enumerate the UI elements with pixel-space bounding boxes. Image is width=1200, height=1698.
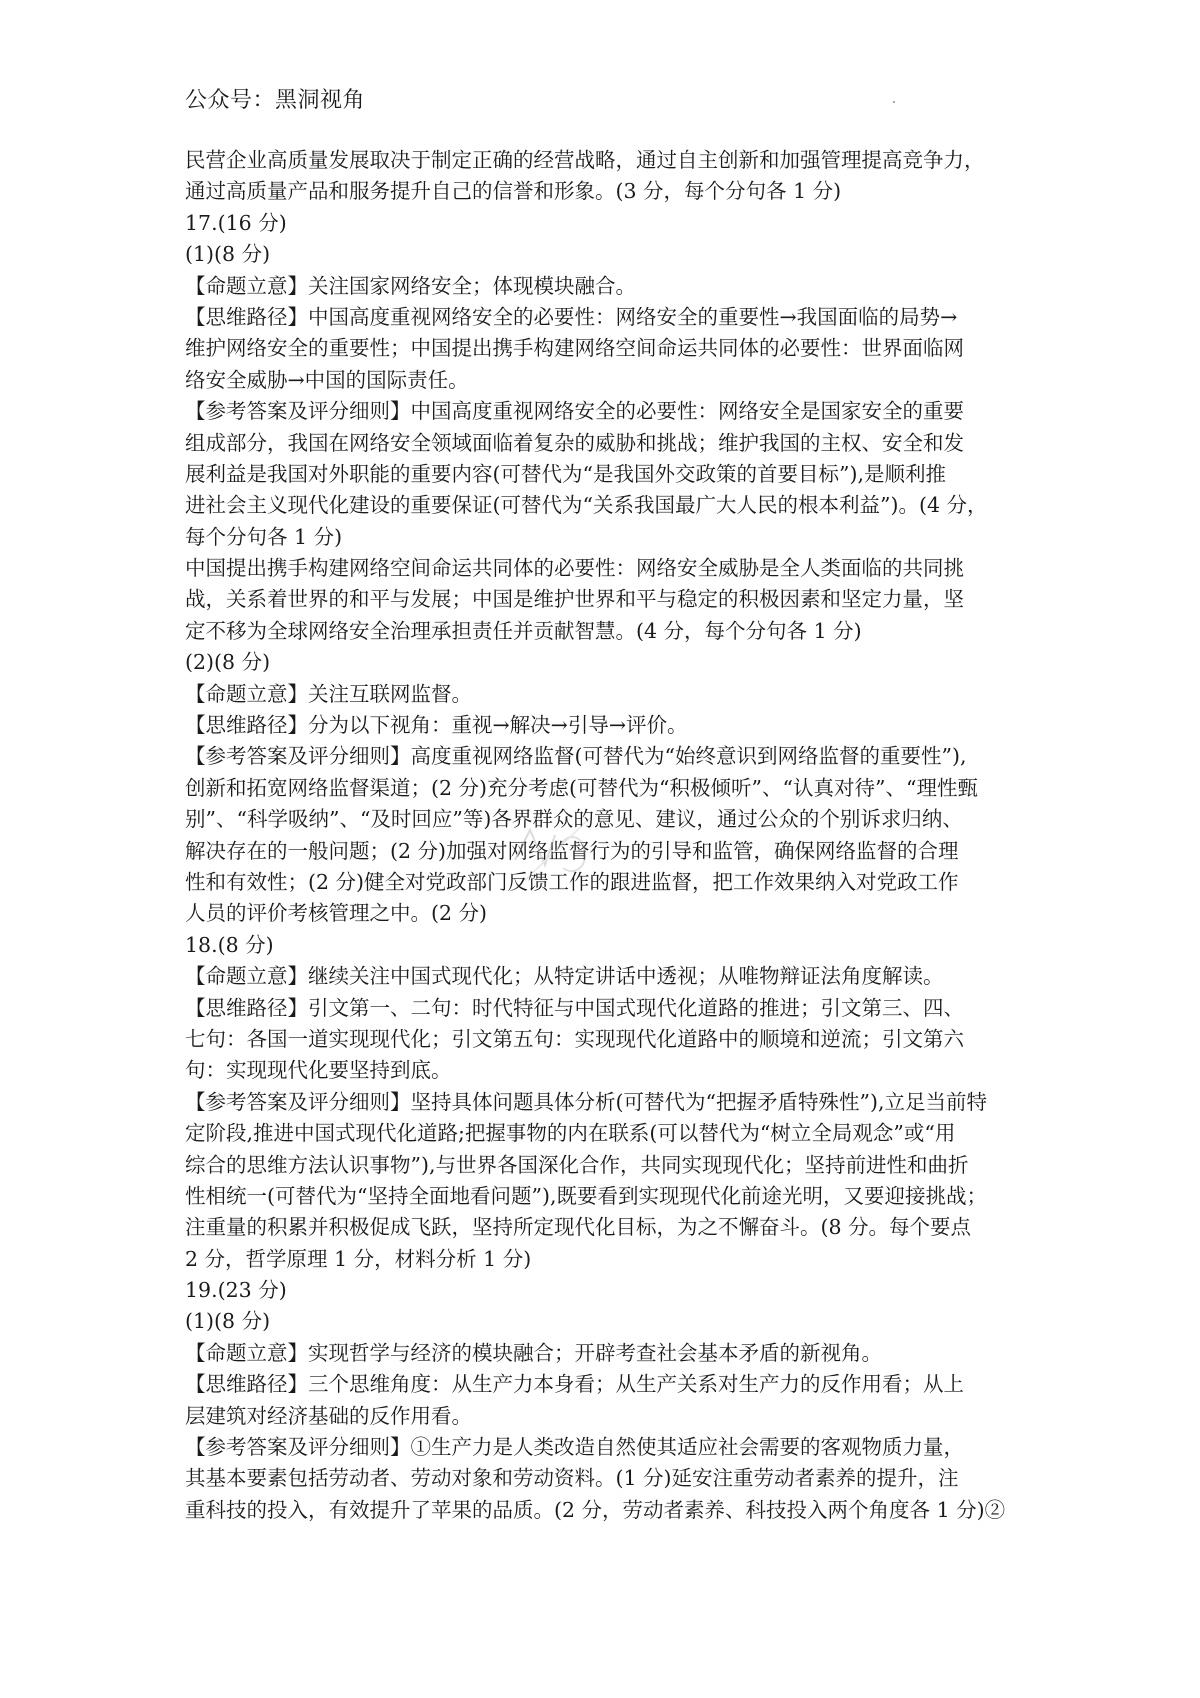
text-line: 定不移为全球网络安全治理承担责任并贡献智慧。(4 分，每个分句各 1 分) (185, 618, 862, 643)
text-line: 每个分句各 1 分) (185, 524, 343, 549)
text-line: 【命题立意】实现哲学与经济的模块融合；开辟考查社会基本矛盾的新视角。 (185, 1340, 882, 1365)
text-line: 组成部分，我国在网络安全领域面临着复杂的威胁和挑战；维护我国的主权、安全和发 (185, 430, 964, 455)
question-heading: 19.(23 分) (185, 1278, 287, 1303)
text-line: 综合的思维方法认识事物”),与世界各国深化合作，共同实现现代化；坚持前进性和曲折 (185, 1152, 969, 1177)
subquestion-heading: (1)(8 分) (185, 1309, 271, 1334)
text-line: 注重量的积累并积极促成飞跃，坚持所定现代化目标，为之不懈奋斗。(8 分。每个要点 (185, 1215, 972, 1240)
text-line: 通过高质量产品和服务提升自己的信誉和形象。(3 分，每个分句各 1 分) (185, 179, 842, 204)
text-line: 【思维路径】分为以下视角：重视→解决→引导→评价。 (185, 713, 688, 738)
text-line: 重科技的投入，有效提升了苹果的品质。(2 分，劳动者素养、科技投入两个角度各 1 分)② (185, 1497, 1006, 1522)
text-line: 2 分，哲学原理 1 分，材料分析 1 分) (185, 1246, 532, 1271)
text-line: 中国提出携手构建网络空间命运共同体的必要性：网络安全威胁是全人类面临的共同挑 (185, 556, 964, 581)
source-header: 公众号：黑洞视角 (185, 88, 366, 113)
text-line: 【命题立意】关注国家网络安全；体现模块融合。 (185, 273, 636, 298)
text-line: 【参考答案及评分细则】①生产力是人类改造自然使其适应社会需要的客观物质力量， (185, 1435, 964, 1460)
subquestion-heading: (1)(8 分) (185, 242, 271, 267)
text-line: 进社会主义现代化建设的重要保证(可替代为“关系我国最广大人民的根本利益”)。(4 分， (185, 493, 988, 518)
text-line: 展利益是我国对外职能的重要内容(可替代为“是我国外交政策的首要目标”),是顺利推 (185, 461, 946, 486)
text-line: 【命题立意】继续关注中国式现代化；从特定讲话中透视；从唯物辩证法角度解读。 (185, 964, 944, 989)
subquestion-heading: (2)(8 分) (185, 650, 271, 675)
text-line: 络安全威胁→中国的国际责任。 (185, 367, 469, 392)
text-line: 定阶段,推进中国式现代化道路;把握事物的内在联系(可以替代为“树立全局观念”或“用 (185, 1121, 956, 1146)
text-line: 维护网络安全的重要性；中国提出携手构建网络空间命运共同体的必要性：世界面临网 (185, 336, 964, 361)
text-line: 解决存在的一般问题；(2 分)加强对网络监督行为的引导和监管，确保网络监督的合理 (185, 838, 959, 863)
text-line: 人员的评价考核管理之中。(2 分) (185, 901, 488, 926)
text-line: 性相统一(可替代为“坚持全面地看问题”),既要看到实现现代化前途光明，又要迎接挑战； (185, 1183, 987, 1208)
question-heading: 18.(8 分) (185, 932, 274, 957)
text-line: 【思维路径】三个思维角度：从生产力本身看；从生产关系对生产力的反作用看；从上 (185, 1372, 964, 1397)
text-line: 【思维路径】中国高度重视网络安全的必要性：网络安全的重要性→我国面临的局势→ (185, 304, 958, 329)
text-line: 层建筑对经济基础的反作用看。 (185, 1403, 472, 1428)
text-line: 性和有效性；(2 分)健全对党政部门反馈工作的跟进监督，把工作效果纳入对党政工作 (185, 869, 959, 894)
question-heading: 17.(16 分) (185, 210, 287, 235)
answer-text-body (185, 145, 1025, 1526)
text-line: 【命题立意】关注互联网监督。 (185, 681, 472, 706)
text-line: 【参考答案及评分细则】坚持具体问题具体分析(可替代为“把握矛盾特殊性”),立足当前特 (185, 1089, 987, 1114)
text-line: 【参考答案及评分细则】高度重视网络监督(可替代为“始终意识到网络监督的重要性”), (185, 744, 967, 769)
text-line: 创新和拓宽网络监督渠道；(2 分)充分考虑(可替代为“积极倾听”、“认真对待”、“理性甄 (185, 775, 978, 800)
text-line: 【参考答案及评分细则】中国高度重视网络安全的必要性：网络安全是国家安全的重要 (185, 399, 964, 424)
text-line: 【思维路径】引文第一、二句：时代特征与中国式现代化道路的推进；引文第三、四、 (185, 995, 964, 1020)
text-line: 句：实现现代化要坚持到底。 (185, 1058, 452, 1083)
text-line: 其基本要素包括劳动者、劳动对象和劳动资料。(1 分)延安注重劳动者素养的提升，注 (185, 1466, 959, 1491)
text-line: 民营企业高质量发展取决于制定正确的经营战略，通过自主创新和加强管理提高竞争力， (185, 148, 985, 172)
text-line: 战，关系着世界的和平与发展；中国是维护世界和平与稳定的积极因素和坚定力量，坚 (185, 587, 964, 612)
text-line: 别”、“科学吸纳”、“及时回应”等)各界群众的意见、建议，通过公众的个别诉求归纳、 (185, 807, 963, 832)
text-line: 七句：各国一道实现现代化；引文第五句：实现现代化道路中的顺境和逆流；引文第六 (185, 1026, 964, 1051)
scan-speck (893, 101, 895, 103)
